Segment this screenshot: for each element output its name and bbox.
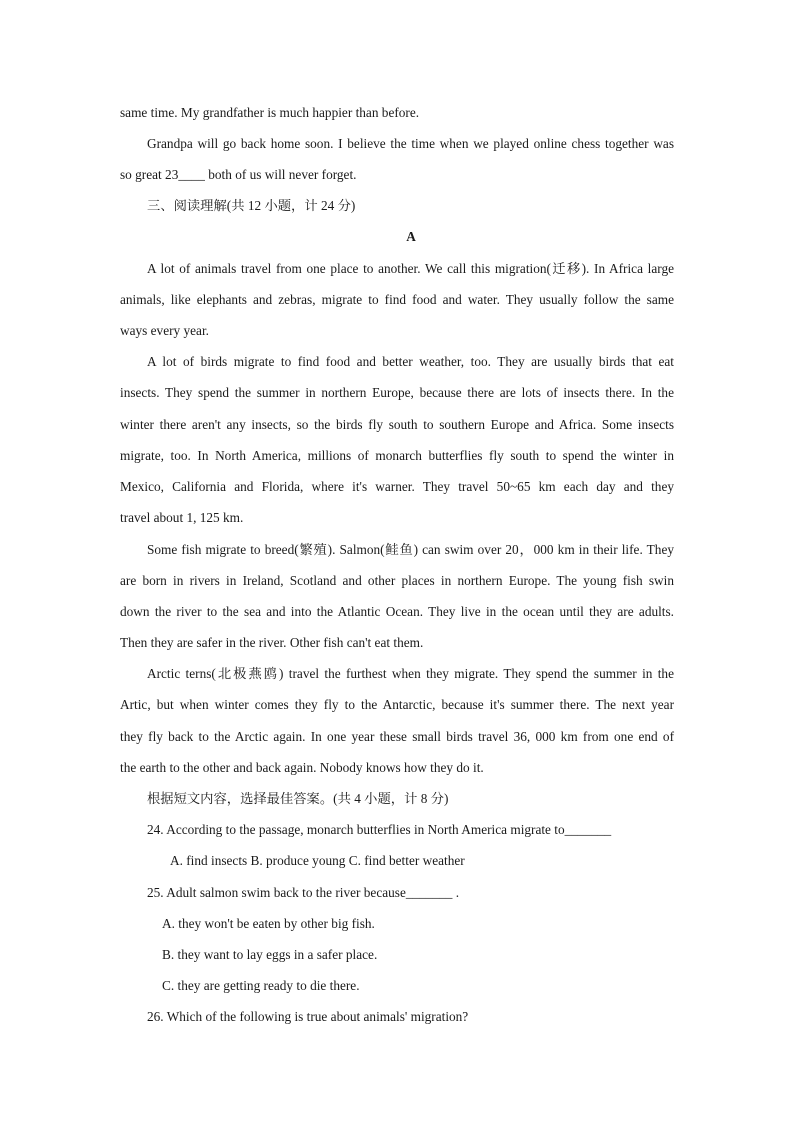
question-25-option-b: B. they want to lay eggs in a safer place. <box>162 947 378 962</box>
text-line: Grandpa will go back home soon. I believe the time when we played online chess together was <box>147 136 674 151</box>
text-line: migrate, too. In North America, millions of monarch butterflies fly south to spend the winter in <box>120 448 674 463</box>
text-line: travel about 1, 125 km. <box>120 510 244 525</box>
text-line: the earth to the other and back again. Nobody knows how they do it. <box>120 760 484 775</box>
passage-title: A <box>406 229 416 244</box>
section-heading: 三、阅读理解(共 12 小题，计 24 分) <box>147 198 356 213</box>
text-line: A lot of animals travel from one place to another. We call this migration(迁移). In Africa large <box>147 261 674 276</box>
question-25: 25. Adult salmon swim back to the river because_______ . <box>147 885 460 900</box>
text-line: Mexico, California and Florida, where it's warner. They travel 50~65 km each day and they <box>120 479 674 494</box>
text-line: insects. They spend the summer in northern Europe, because there are lots of insects there. In the <box>120 385 674 400</box>
question-24: 24. According to the passage, monarch butterflies in North America migrate to_______ <box>147 822 612 837</box>
text-line: they fly back to the Arctic again. In one year these small birds travel 36, 000 km from one end of <box>120 729 674 744</box>
text-line: are born in rivers in Ireland, Scotland and other places in northern Europe. The young fish swin <box>120 573 674 588</box>
text-line: so great 23____ both of us will never forget. <box>120 167 357 182</box>
text-line: same time. My grandfather is much happier than before. <box>120 105 420 120</box>
text-line: Artic, but when winter comes they fly to the Antarctic, because it's summer there. The next year <box>120 697 674 712</box>
text-line: Then they are safer in the river. Other fish can't eat them. <box>120 635 424 650</box>
text-line: A lot of birds migrate to find food and better weather, too. They are usually birds that eat <box>147 354 674 369</box>
instructions: 根据短文内容，选择最佳答案。(共 4 小题，计 8 分) <box>147 791 449 806</box>
text-line: Some fish migrate to breed(繁殖). Salmon(鲑鱼) can swim over 20，000 km in their life. They <box>147 542 674 557</box>
question-25-option-c: C. they are getting ready to die there. <box>162 978 360 993</box>
text-line: animals, like elephants and zebras, migrate to find food and water. They usually follow the same <box>120 292 674 307</box>
text-line: ways every year. <box>120 323 209 338</box>
question-26: 26. Which of the following is true about animals' migration? <box>147 1009 469 1024</box>
text-line: down the river to the sea and into the Atlantic Ocean. They live in the ocean until they are adults. <box>120 604 674 619</box>
question-25-option-a: A. they won't be eaten by other big fish. <box>162 916 375 931</box>
question-24-options: A. find insects B. produce young C. find better weather <box>170 853 465 868</box>
text-line: Arctic terns(北极燕鸥) travel the furthest when they migrate. They spend the summer in the <box>147 666 674 681</box>
text-line: winter there aren't any insects, so the birds fly south to southern Europe and Africa. Some insects <box>120 417 674 432</box>
